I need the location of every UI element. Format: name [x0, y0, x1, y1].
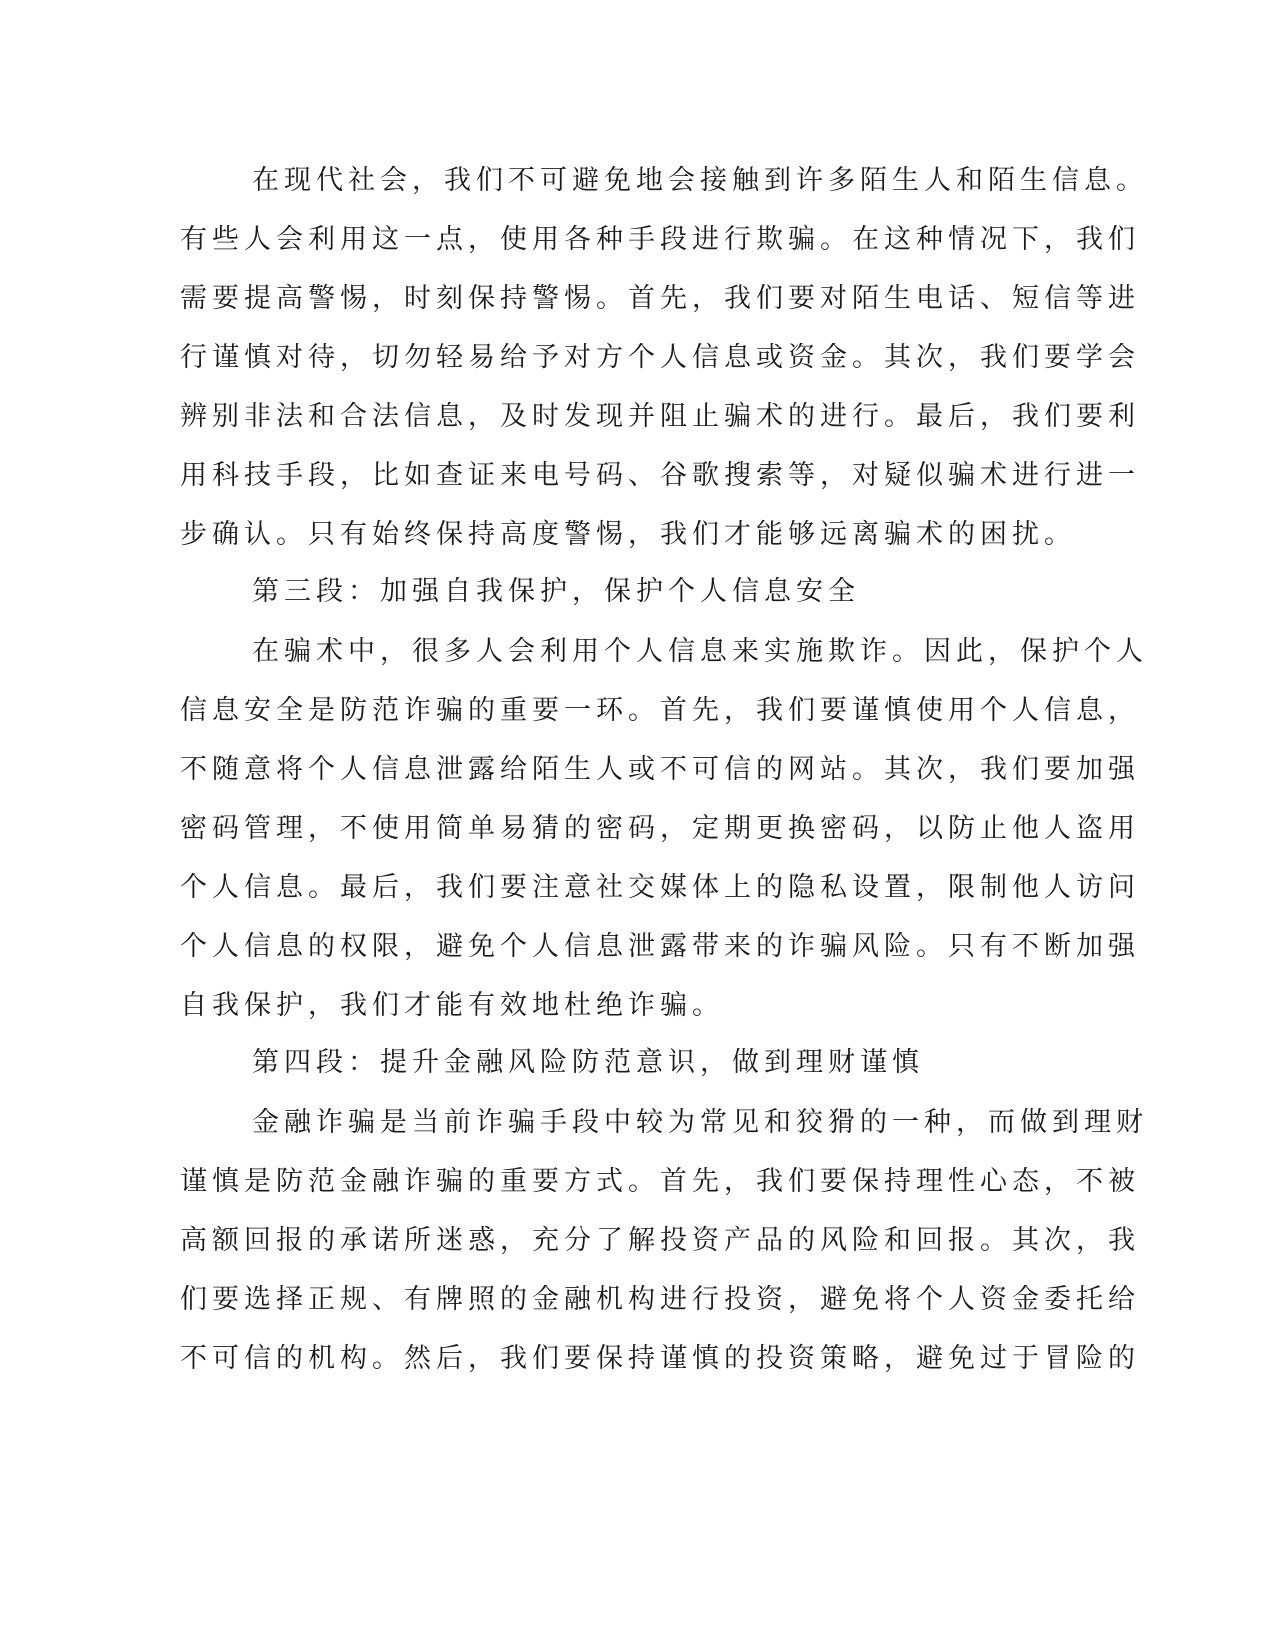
paragraph-4-line-1: 金融诈骗是当前诈骗手段中较为常见和狡猾的一种，而做到理财 — [252, 1107, 1148, 1138]
paragraph-2-line-3: 需要提高警惕，时刻保持警惕。首先，我们要对陌生电话、短信等进 — [180, 283, 1140, 314]
paragraph-4-line-2: 谨慎是防范金融诈骗的重要方式。首先，我们要保持理性心态，不被 — [180, 1166, 1140, 1197]
paragraph-3-line-7: 自我保护，我们才能有效地杜绝诈骗。 — [180, 990, 724, 1021]
paragraph-4-line-4: 们要选择正规、有牌照的金融机构进行投资，避免将个人资金委托给 — [180, 1284, 1140, 1315]
paragraph-2-line-6: 用科技手段，比如查证来电号码、谷歌搜索等，对疑似骗术进行进一 — [180, 460, 1140, 491]
paragraph-4-line-5: 不可信的机构。然后，我们要保持谨慎的投资策略，避免过于冒险的 — [180, 1343, 1140, 1374]
paragraph-3-line-6: 个人信息的权限，避免个人信息泄露带来的诈骗风险。只有不断加强 — [180, 931, 1140, 962]
paragraph-3-line-4: 密码管理，不使用简单易猜的密码，定期更换密码，以防止他人盗用 — [180, 813, 1140, 844]
paragraph-3-line-2: 信息安全是防范诈骗的重要一环。首先，我们要谨慎使用个人信息， — [180, 695, 1140, 726]
paragraph-2-line-2: 有些人会利用这一点，使用各种手段进行欺骗。在这种情况下，我们 — [180, 224, 1140, 255]
paragraph-3-line-5: 个人信息。最后，我们要注意社交媒体上的隐私设置，限制他人访问 — [180, 872, 1140, 903]
section-3-heading: 第三段：加强自我保护，保护个人信息安全 — [252, 576, 860, 607]
paragraph-3-line-1: 在骗术中，很多人会利用个人信息来实施欺诈。因此，保护个人 — [252, 636, 1148, 667]
paragraph-2-line-7: 步确认。只有始终保持高度警惕，我们才能够远离骗术的困扰。 — [180, 519, 1076, 550]
paragraph-4-line-3: 高额回报的承诺所迷惑，充分了解投资产品的风险和回报。其次，我 — [180, 1225, 1140, 1256]
paragraph-2-line-4: 行谨慎对待，切勿轻易给予对方个人信息或资金。其次，我们要学会 — [180, 342, 1140, 373]
paragraph-3-line-3: 不随意将个人信息泄露给陌生人或不可信的网站。其次，我们要加强 — [180, 754, 1140, 785]
section-4-heading: 第四段：提升金融风险防范意识，做到理财谨慎 — [252, 1047, 924, 1078]
paragraph-2-line-1: 在现代社会，我们不可避免地会接触到许多陌生人和陌生信息。 — [252, 165, 1148, 196]
paragraph-2-line-5: 辨别非法和合法信息，及时发现并阻止骗术的进行。最后，我们要利 — [180, 401, 1140, 432]
